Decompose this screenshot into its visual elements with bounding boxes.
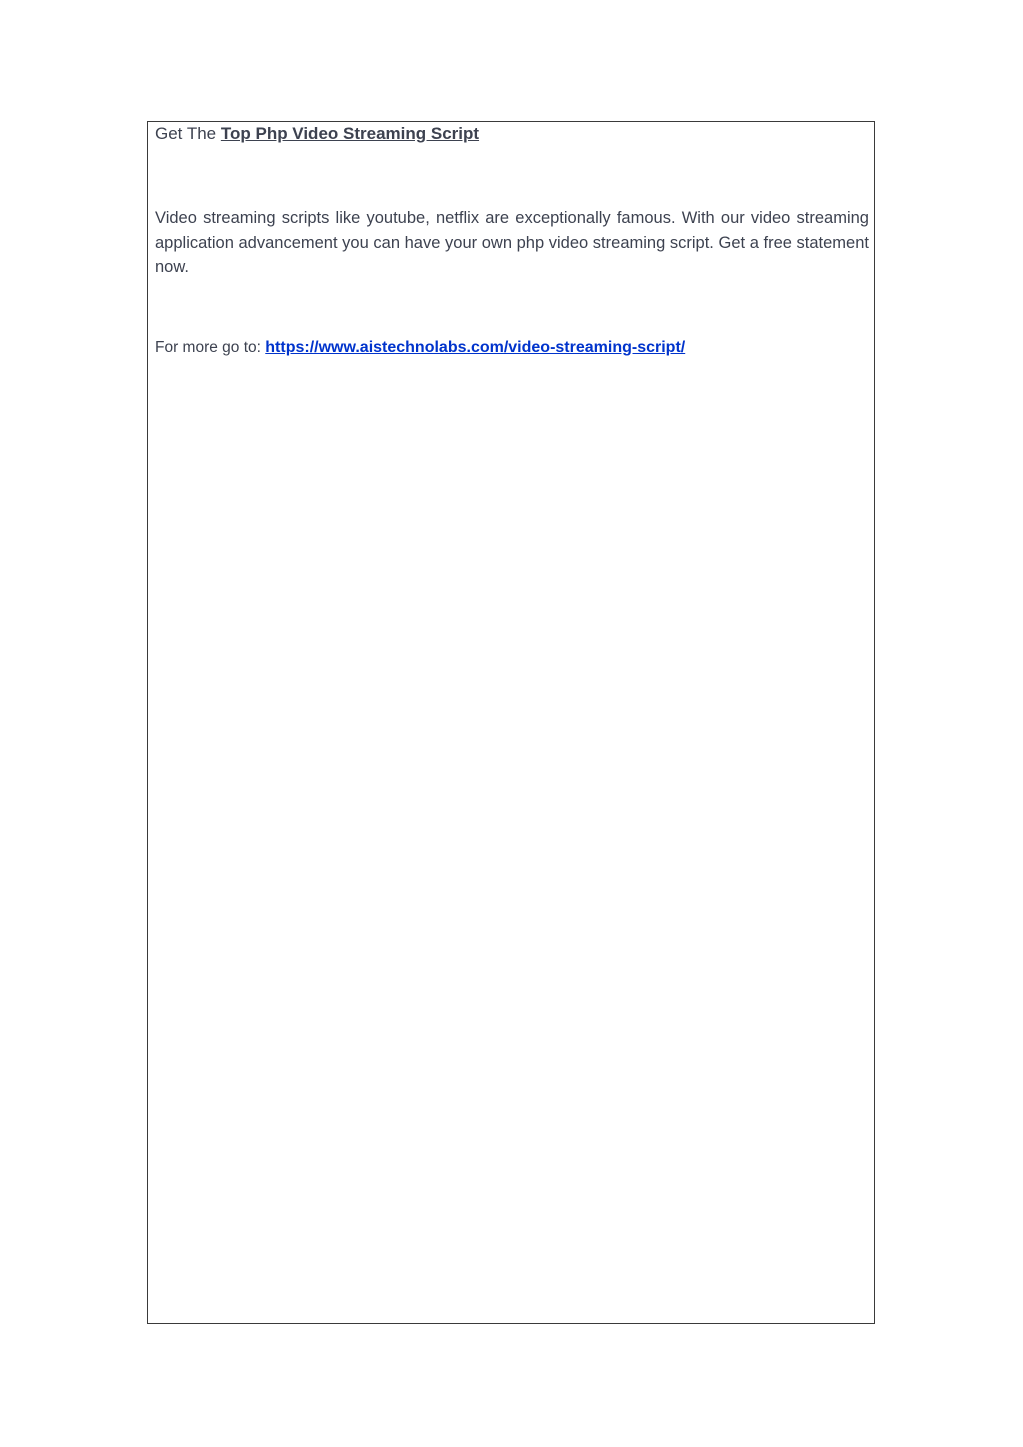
heading xyxy=(155,124,479,144)
heading-title-link[interactable]: Top Php Video Streaming Script xyxy=(220,124,480,143)
body-paragraph: Video streaming scripts like youtube, netflix are exceptionally famous. With our video streaming application advancement you can have your own php video streaming script. Get a free statement now. xyxy=(155,209,869,276)
heading-prefix: Get The xyxy=(155,124,217,143)
more-info-label: For more go to: xyxy=(155,339,261,356)
document-frame xyxy=(147,121,875,1324)
more-info-line xyxy=(155,339,685,357)
more-info-url-link[interactable]: https://www.aistechnolabs.com/video-streaming-script/ xyxy=(265,339,686,356)
